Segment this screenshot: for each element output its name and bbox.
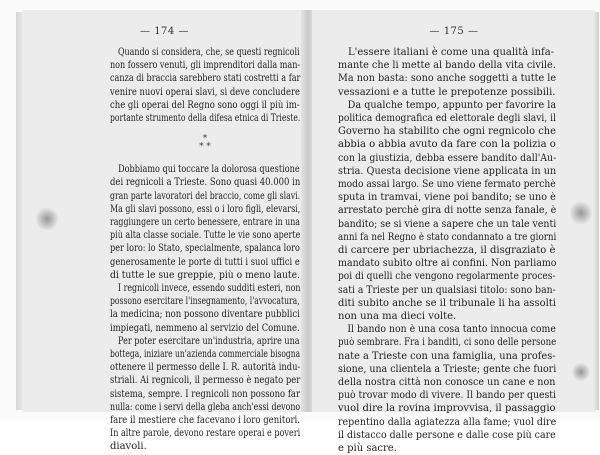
text-line: gran parte lavoratori del braccio, come gli slavi. [110,190,301,202]
text-line: ottenere il permesso delle I. R. autorità indu- [110,362,301,374]
text-line: nulla: come i servi della gleba anch'essi devono [110,401,301,413]
text-line: abbia o abbia avuto da fare con la polizia o [338,139,556,151]
text-line: mandato subito oltre ai confini. Non parliamo [338,258,557,270]
text-line: anni fa nel Regno è stato condannato a tre giorni [338,231,557,243]
text-line: di tutte le sue greppie, più o meno laute. [110,269,300,281]
text-line: possono esercitare l'insegnamento, l'avvocatura, [110,296,300,308]
text-line: che gli operai del Regno sono oggi il più im- [110,99,300,111]
text-line: della nostra città non conosce un cane e non [338,377,556,389]
section-ornament [110,135,300,151]
text-line: portante strumento della difesa etnica di Trieste. [110,113,301,125]
text-line: e più sacre. [338,443,397,455]
text-line: Quando si considera, che, se questi regnicoli [117,47,300,58]
scan-smudge [572,362,590,382]
right-page-edge [594,12,599,410]
text-line: diavoli. [110,441,147,453]
text-line: repentino dalla agiatezza alla fame; vuol dire [338,416,557,428]
text-line: diti subito anche se il tribunale li ha assolti [338,297,556,309]
text-line: sati a Trieste per un qualsiasi titolo: sono ban- [338,284,556,296]
text-line: generosamente le porte di tutti i suoi uffici e [110,256,300,268]
text-line: più alta classe sociale. Tutte le vie sono aperte [110,230,301,242]
scan-smudge [36,206,58,232]
text-line: politica demografica ed elettorale degli slavi, il [338,113,556,125]
left-page-number: — 174 — [140,26,189,37]
text-line: può sembrare. Fra i banditi, ci sono delle persone [338,337,557,349]
text-line: nate a Trieste con una famiglia, una profes- [338,350,556,362]
text-line: arrestato perchè gira di notte senza fanale, è [338,205,557,217]
text-line: sistema, sempre. I regnicoli non possono far [110,388,301,400]
text-line: Da qualche tempo, appunto per favorire la [347,99,557,111]
text-line: raggiungere un certo benessere, entrare in una [110,217,300,229]
text-line: il distacco dalle persone e dalle cose più care [338,429,556,441]
text-line: striali. Ai regnicoli, il permesso è negato per [110,375,301,387]
text-line: canza di braccia sarebbero stati costretti a far [110,73,301,85]
text-line: venire nuovi operai slavi, si deve concludere [110,86,300,98]
text-line: bottega, iniziare un'azienda commerciale bisogna [110,349,301,361]
text-line: vessazioni e a tutte le prepotenze possibili. [338,86,556,98]
text-line: sputa in tramvai, viene poi bandito; se uno è [338,192,556,204]
text-line: con la giustizia, debba essere bandito dall'Au- [338,152,557,164]
text-line: fare il mestiere che facevano i loro genitori. [110,415,300,427]
text-line: la medicina; non possono diventare pubblici [110,309,300,321]
text-line: per loro: lo Stato, specialmente, spalanca loro [110,243,300,255]
text-line: poi di quelli che vengono regolarmente proces- [338,271,556,283]
right-page-number: — 175 — [429,26,479,37]
text-line: sione, una clientela a Trieste; gente che fuori [338,363,557,375]
text-line: vuol dire la rovina improvvisa, il passaggio [338,403,556,415]
text-line: Ma gli slavi possono, essi o i loro figli, elevarsi, [110,203,301,215]
right-page [312,10,596,455]
text-line: Governo ha stabilito che ogni regnicolo che [338,126,556,138]
ornament-bottom: * * [199,142,211,153]
left-page [22,10,307,453]
text-line: Ma non basta: sono anche soggetti a tutte le [338,73,557,85]
right-page-text [338,46,556,455]
text-line: bandito; se si viene a sapere che un tale venti [338,218,557,230]
text-line: In altre parole, devono restare operai e poveri [110,428,301,440]
text-line: dei regnicoli a Trieste. Sono quasi 40.000 in [110,177,301,189]
text-line: L'essere italiani è come una qualità infa- [348,47,555,58]
text-line: non una ma dieci volte. [338,311,457,323]
ornament-top: * [202,134,208,145]
text-line: Il bando non è una cosa tanto innocua come [347,324,556,336]
scan-smudge [570,200,592,226]
text-line: Per poter esercitare un'industria, aprire una [118,335,300,347]
text-line: stria. Questa decisione viene applicata in un [338,165,557,177]
text-line: di carcere per ubriachezza, il disgraziato è [338,245,556,257]
text-line: può trovar modo di vivere. Il bando per questi [338,390,557,402]
text-line: modo assai largo. Se uno viene fermato perchè [338,179,556,191]
text-line: Dobbiamo qui toccare la dolorosa questione [118,164,300,176]
text-line: impiegati, nemmeno al servizio del Comune. [110,322,300,334]
text-line: non fossero venuti, gli imprenditori dalla man- [110,60,301,72]
left-page-text [110,46,300,454]
text-line: I regnicoli invece, essendo sudditi esteri, non [117,283,301,295]
text-line: mante che li mette al bando della vita civile. [338,60,556,72]
